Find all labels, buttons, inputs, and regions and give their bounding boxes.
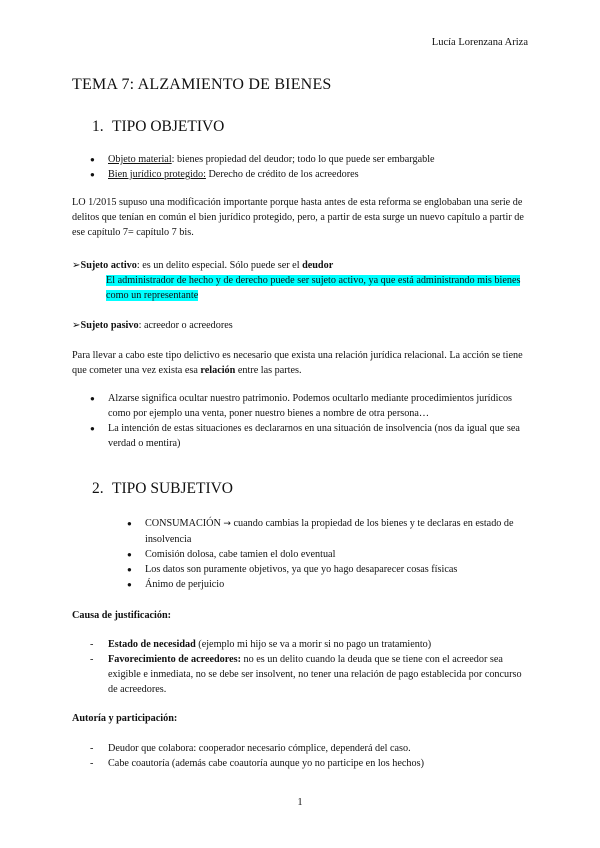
sujeto-pasivo-line	[72, 318, 530, 333]
page-title: TEMA 7: ALZAMIENTO DE BIENES	[72, 76, 332, 93]
list-item: ● Los datos son puramente objetivos, ya que yo hago desaparecer cosas físicas	[127, 562, 527, 577]
section-title: TIPO SUBJETIVO	[112, 480, 233, 497]
autoria-dash-list	[90, 741, 530, 771]
list-item	[90, 652, 530, 697]
list-item	[90, 152, 530, 167]
list-item	[90, 167, 530, 182]
list-item: ● Ánimo de perjuicio	[127, 577, 527, 592]
consumacion-label: CONSUMACIÓN	[145, 518, 224, 529]
alzarse-bullet-list	[90, 391, 530, 451]
consumacion-text: cuando cambias la propiedad de los bienes y te declaras en estado de insolvencia	[145, 518, 514, 545]
subjetivo-bullet-list	[127, 516, 527, 592]
highlighted-note: El administrador de hecho y de derecho puede ser sujeto activo, ya que está administrando mis bienes como un representante	[106, 275, 521, 301]
sujeto-activo-text: : es un delito especial. Sólo puede ser el	[136, 260, 303, 271]
causa-dash-list	[90, 637, 530, 697]
section-title: TIPO OBJETIVO	[112, 118, 225, 135]
sujeto-activo-block	[72, 258, 530, 303]
list-item: ● La intención de estas situaciones es declararnos en una situación de insolvencia (nos da igual que sea verdad o mentira)	[90, 421, 530, 451]
list-item: - Cabe coautoría (además cabe coautoría aunque yo no participe en los hechos)	[90, 756, 530, 771]
bien-juridico-label: Bien jurídico protegido:	[108, 169, 206, 180]
sujeto-pasivo-text: : acreedor o acreedores	[138, 320, 233, 331]
sujeto-activo-label: Sujeto activo	[80, 260, 137, 271]
right-arrow-icon: →	[223, 519, 231, 529]
estado-necesidad-label: Estado de necesidad	[108, 639, 196, 650]
author-name: Lucía Lorenzana Ariza	[431, 37, 528, 48]
list-item	[90, 637, 530, 652]
arrow-bullet-icon: ➢	[72, 320, 81, 331]
deudor-term: deudor	[302, 260, 334, 271]
paragraph-text: Para llevar a cabo este tipo delictivo es necesario que exista una relación jurídica relacional. La acción se tiene que cometer una vez exista esa	[72, 350, 523, 376]
list-item	[127, 516, 527, 547]
causa-justificacion-heading: Causa de justificación:	[72, 610, 172, 621]
objeto-material-text: : bienes propiedad del deudor; todo lo que puede ser embargable	[171, 154, 435, 165]
list-item: - Deudor que colabora: cooperador necesario cómplice, dependerá del caso.	[90, 741, 530, 756]
section-heading-tipo-objetivo	[92, 118, 224, 136]
list-item: ● Comisión dolosa, cabe tamien el dolo eventual	[127, 547, 527, 562]
paragraph-text-end: entre las partes.	[235, 365, 302, 376]
section-number: 1.	[92, 118, 104, 135]
sujeto-pasivo-label: Sujeto pasivo	[80, 320, 139, 331]
favorecimiento-text: no es un delito cuando la deuda que se tiene con el acreedor sea exigible e inmediata, no se debe ser insolvent, no tener una relación de pago establecida por concurso de acreedores.	[108, 654, 522, 695]
section-number: 2.	[92, 480, 104, 497]
estado-necesidad-text: (ejemplo mi hijo se va a morir si no pago un tratamiento)	[195, 639, 432, 650]
section-heading-tipo-subjetivo	[92, 480, 233, 498]
objetivo-bullet-list	[90, 152, 530, 182]
objeto-material-label: Objeto material	[108, 154, 172, 165]
favorecimiento-label: Favorecimiento de acreedores:	[108, 654, 241, 665]
arrow-bullet-icon: ➢	[72, 260, 81, 271]
page-number: 1	[297, 797, 303, 808]
relacion-term: relación	[200, 365, 236, 376]
bien-juridico-text: Derecho de crédito de los acreedores	[205, 169, 359, 180]
list-item: ● Alzarse significa ocultar nuestro patrimonio. Podemos ocultarlo mediante procedimientos jurídicos como por ejemplo una venta, poner nuestro bienes a nombre de otra persona…	[90, 391, 530, 421]
autoria-participacion-heading: Autoría y participación:	[72, 713, 178, 724]
paragraph-lo-2015: LO 1/2015 supuso una modificación importante porque hasta antes de esta reforma se englobaban una serie de delitos que tenían en común el bien jurídico protegido, pero, a partir de esta surge un nuevo capítulo a partir de ese capítulo 7= capítulo 7 bis.	[72, 197, 524, 238]
paragraph-relacion	[72, 348, 530, 378]
